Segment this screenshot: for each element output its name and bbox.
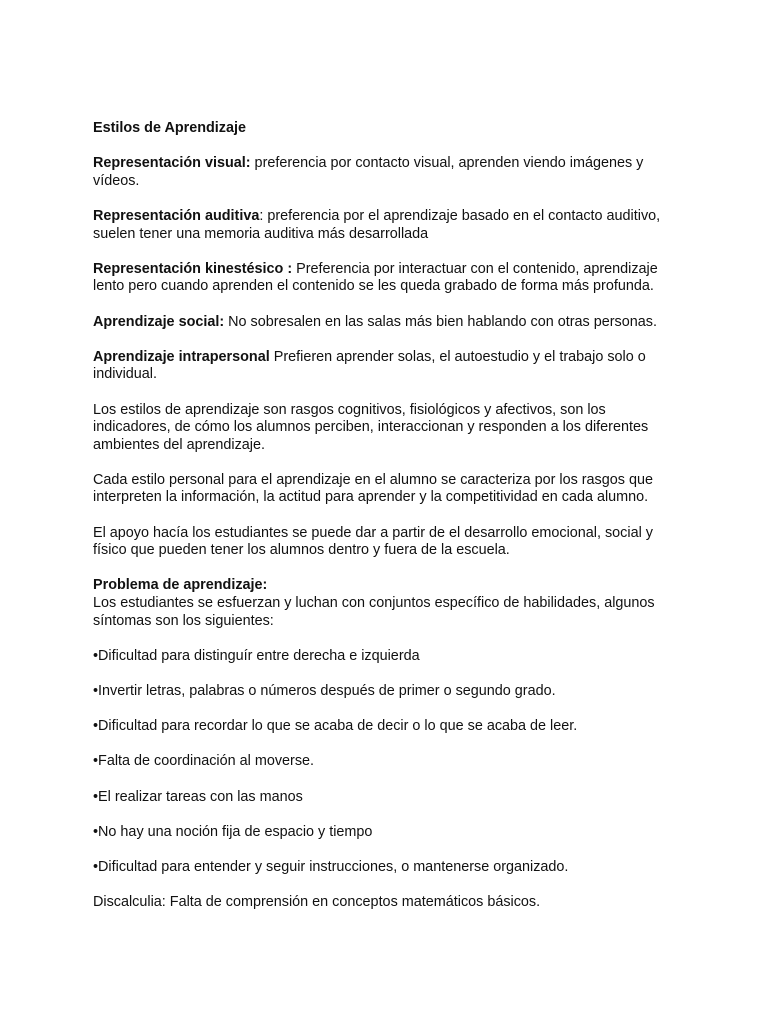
symptom-item: •Invertir letras, palabras o números después de primer o segundo grado. [93,683,556,699]
document-body [93,120,668,929]
style-description: preferencia por contacto visual, aprenden viendo imágenes y vídeos. [93,155,644,189]
closing-line: Discalculia: Falta de comprensión en conceptos matemáticos básicos. [93,894,541,911]
style-term: Aprendizaje intrapersonal [93,348,270,365]
symptom-item: •Falta de coordinación al moverse. [93,753,315,770]
symptom-item: •Dificultad para recordar lo que se acaba de decir o lo que se acaba de leer. [93,718,578,735]
paragraph-personal-style: Cada estilo personal para el aprendizaje en el alumno se caracteriza por los rasgos que interpreten la información, la actitud para aprender y la competitividad en cada alumno. [93,471,653,506]
style-description: Prefieren aprender solas, el autoestudio y el trabajo solo o individual. [93,348,646,383]
style-description: : preferencia por el aprendizaje basado en el contacto auditivo, suelen tener una memoria auditiva más desarrollada [93,207,661,242]
style-description: Preferencia por interactuar con el contenido, aprendizaje lento pero cuando aprenden el contenido se les queda grabado de forma más profunda. [93,260,658,295]
problem-heading: Problema de aprendizaje: [93,577,268,594]
style-auditiva [93,208,668,243]
style-intrapersonal [93,349,668,384]
style-social [93,314,668,332]
symptom-item: •No hay una noción fija de espacio y tiempo [93,823,373,840]
style-description: No sobresalen en las salas más bien hablando con otras personas. [224,313,657,330]
style-term: Aprendizaje social: [93,313,225,330]
style-term: Representación auditiva [93,207,260,224]
style-kinestesico [93,261,668,296]
style-term: Representación kinestésico : [93,260,293,277]
symptom-item: •Dificultad para distinguír entre derecha e izquierda [93,647,420,664]
symptom-item: •El realizar tareas con las manos [93,788,303,805]
problem-intro: Los estudiantes se esfuerzan y luchan con conjuntos específico de habilidades, algunos síntomas son los siguientes: [93,595,655,629]
paragraph-support: El apoyo hacía los estudiantes se puede dar a partir de el desarrollo emocional, social y físico que pueden tener los alumnos dentro y fuera de la escuela. [93,524,653,559]
document-title: Estilos de Aprendizaje [93,120,247,136]
style-term: Representación visual: [93,155,251,172]
symptom-item: •Dificultad para entender y seguir instrucciones, o mantenerse organizado. [93,858,569,875]
style-visual [93,155,668,190]
paragraph-definition: Los estilos de aprendizaje son rasgos cognitivos, fisiológicos y afectivos, son los indicadores, de cómo los alumnos perciben, interaccionan y responden a los diferentes ambientes del aprendizaje. [93,401,649,453]
